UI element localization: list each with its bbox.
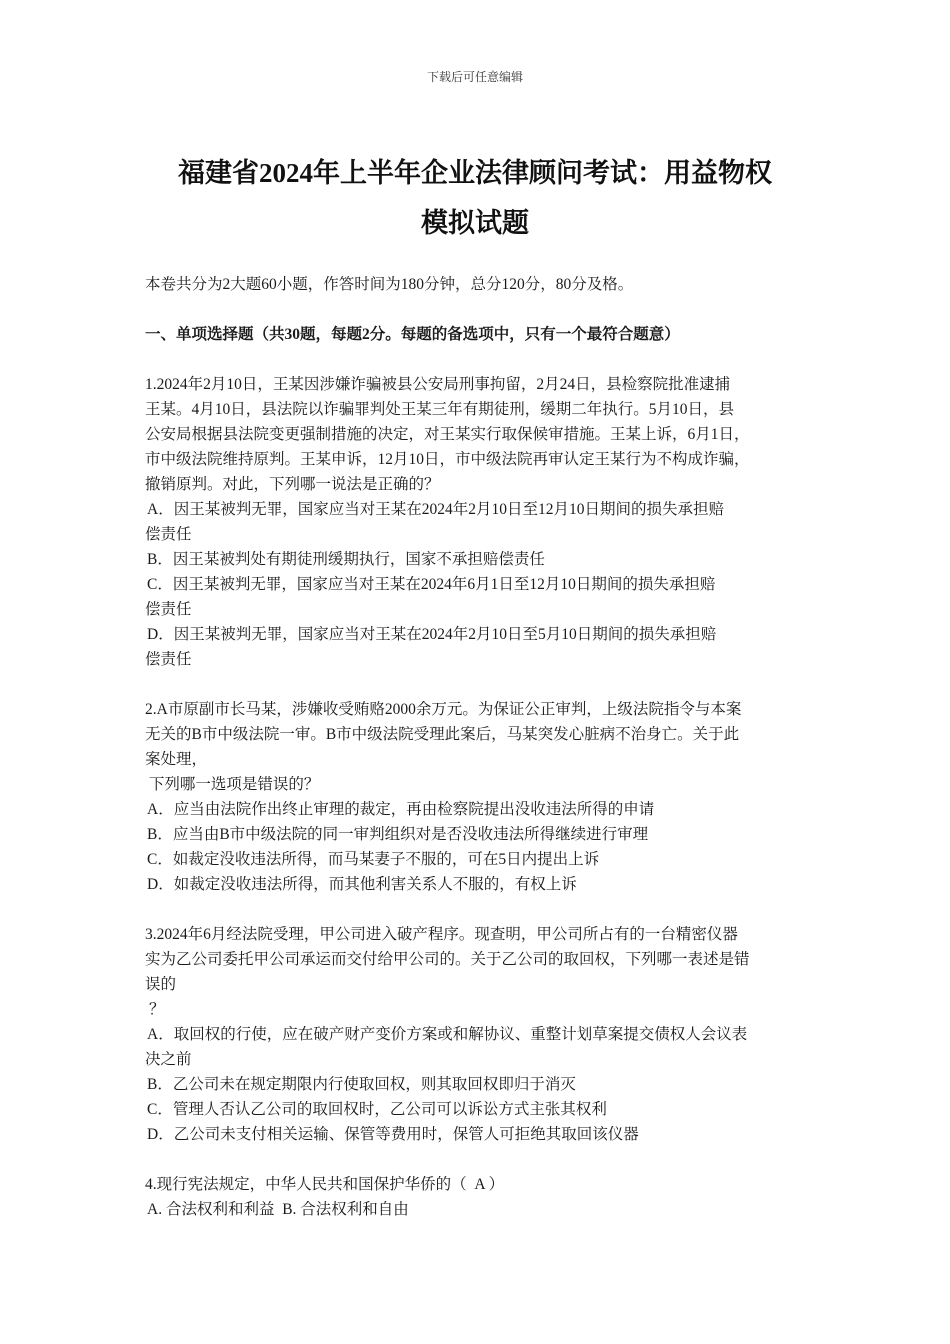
- answer-option: B．乙公司未在规定期限内行使取回权，则其取回权即归于消灭: [147, 1076, 576, 1093]
- question-stem-line: ？: [149, 1001, 165, 1018]
- answer-option: C．管理人否认乙公司的取回权时，乙公司可以诉讼方式主张其权利: [147, 1101, 607, 1118]
- question-stem-line: 4.现行宪法规定，中华人民共和国保护华侨的（ A ）: [145, 1176, 505, 1193]
- question-stem-line: 公安局根据县法院变更强制措施的决定，对王某实行取保候审措施。王某上诉，6月1日，: [145, 426, 750, 443]
- question-stem-line: 3.2024年6月经法院受理，甲公司进入破产程序。现查明，甲公司所占有的一台精密仪器: [145, 926, 738, 943]
- question-stem-line: 王某。4月10日，县法院以诈骗罪判处王某三年有期徒刑，缓期二年执行。5月10日，县: [145, 401, 735, 418]
- question-stem-line: 1.2024年2月10日，王某因涉嫌诈骗被县公安局刑事拘留，2月24日，县检察院批准逮捕: [145, 376, 731, 393]
- title-line-2: 模拟试题: [421, 208, 529, 238]
- header-note: 下载后可任意编辑: [426, 70, 523, 84]
- question-stem-line: 市中级法院维持原判。王某申诉，12月10日，市中级法院再审认定王某行为不构成诈骗，: [145, 451, 750, 468]
- question-stem-line: 误的: [145, 976, 177, 993]
- question-stem-line: 实为乙公司委托甲公司承运而交付给甲公司的。关于乙公司的取回权，下列哪一表述是错: [145, 951, 750, 968]
- question-stem-line: 撤销原判。对此，下列哪一说法是正确的？: [145, 476, 440, 493]
- answer-option-continued: 决之前: [145, 1051, 192, 1068]
- answer-option: D．乙公司未支付相关运输、保管等费用时，保管人可拒绝其取回该仪器: [147, 1126, 639, 1143]
- answer-option: D．如裁定没收违法所得，而其他利害关系人不服的，有权上诉: [147, 876, 577, 893]
- question-2: [145, 697, 815, 897]
- question-4: [145, 1172, 815, 1222]
- question-stem-line: 无关的B市中级法院一审。B市中级法院受理此案后，马某突发心脏病不治身亡。关于此: [145, 726, 740, 743]
- answer-option: D．因王某被判无罪，国家应当对王某在2024年2月10日至5月10日期间的损失承担赔: [147, 626, 717, 643]
- section-heading: 一、单项选择题（共30题，每题2分。每题的备选项中，只有一个最符合题意）: [145, 326, 680, 343]
- answer-option: A．应当由法院作出终止审理的裁定，再由检察院提出没收违法所得的申请: [147, 801, 655, 818]
- answer-option: C．因王某被判无罪，国家应当对王某在2024年6月1日至12月10日期间的损失承担赔: [147, 576, 716, 593]
- answer-option: A. 合法权利和利益 B. 合法权利和自由: [147, 1201, 409, 1218]
- exam-intro: 本卷共分为2大题60小题，作答时间为180分钟，总分120分，80分及格。: [145, 276, 634, 293]
- answer-option: B．应当由B市中级法院的同一审判组织对是否没收违法所得继续进行审理: [147, 826, 649, 843]
- question-3: [145, 922, 815, 1147]
- document-body: [145, 272, 815, 1247]
- answer-option: A．取回权的行使，应在破产财产变价方案或和解协议、重整计划草案提交债权人会议表: [147, 1026, 748, 1043]
- answer-option: C．如裁定没收违法所得，而马某妻子不服的，可在5日内提出上诉: [147, 851, 600, 868]
- title-line-1: 福建省2024年上半年企业法律顾问考试：用益物权: [178, 158, 772, 188]
- answer-option-continued: 偿责任: [145, 601, 192, 618]
- answer-option-continued: 偿责任: [145, 651, 192, 668]
- question-stem-line: 案处理，: [145, 751, 208, 768]
- answer-option-continued: 偿责任: [145, 526, 192, 543]
- answer-option: A．因王某被判无罪，国家应当对王某在2024年2月10日至12月10日期间的损失承担赔: [147, 501, 724, 518]
- question-1: [145, 372, 815, 672]
- answer-option: B．因王某被判处有期徒刑缓期执行，国家不承担赔偿责任: [147, 551, 545, 568]
- document-title: [100, 148, 850, 248]
- question-stem-line: 下列哪一选项是错误的？: [145, 776, 320, 793]
- question-stem-line: 2.A市原副市长马某，涉嫌收受贿赂2000余万元。为保证公正审判，上级法院指令与本案: [145, 701, 742, 718]
